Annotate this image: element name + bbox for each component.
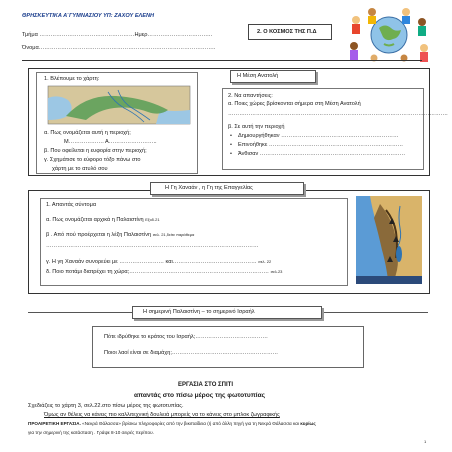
- middle-east-tab: [230, 70, 316, 83]
- israel-founded-question: Πότε ιδρύθηκε το κράτος του Ισραήλ;…………………………………: [104, 334, 268, 340]
- canaan-q-b-answer-line: ……………………………………………………………………………………………………: [46, 243, 259, 249]
- canaan-q-d-text: δ. Ποιο ποτάμι διατρέχει τη χώρα;…………………………………………………………………: [46, 269, 270, 275]
- canaan-q-b: [46, 232, 194, 239]
- q2-title: 2. Να απαντήσεις:: [228, 93, 273, 99]
- canaan-q-c: [46, 259, 271, 266]
- children-globe-illustration: [344, 6, 434, 64]
- q2-b-item-1-text: Δημιουργήθηκαν ………………………………………………………: [237, 133, 399, 139]
- q2-b-item-3-text: Άνθισαν ……………………………………………………………………: [237, 151, 406, 157]
- q1-c: γ. Σχημάτισε το εύφορο τόξο πάνω στο: [44, 157, 141, 163]
- q1-c-continued: χάρτη με το ατυλό σου: [52, 166, 108, 172]
- q1-title: 1. Βλέπουμε το χάρτη:: [44, 76, 100, 82]
- q1-b: β. Που οφείλεται η ευφορία στην περιοχή;: [44, 148, 147, 154]
- q2-b-item-3: [230, 151, 405, 158]
- q1-a-answer-line: Μ………………. Α……………………..: [64, 139, 157, 145]
- homework-line-3: [28, 421, 316, 427]
- header-divider: [22, 60, 422, 61]
- canaan-relief-map: [356, 196, 422, 284]
- canaan-q-b-text: β . Από πού προέρχεται η λέξη Παλαιστίνη: [46, 232, 152, 238]
- page-number: 1: [424, 439, 427, 444]
- q2-b-item-2: [230, 142, 403, 149]
- modern-palestine-tab-label: Η σημερινή Παλαιστίνη – το σημερινό Ισραήλ: [143, 309, 255, 315]
- optional-task-label: ΠΡΟΑΙΡΕΤΙΚΗ ΕΡΓΑΣΙΑ.: [28, 421, 81, 426]
- class-date-line: Τμήμα ……………………………………………Ημερ……………………………..: [22, 32, 213, 38]
- canaan-q-b-ref: σελ. 21,δείτε παράθεμα: [152, 232, 195, 237]
- canaan-tab-label: Η Γη Χαναάν , η Γη της Επαγγελίας: [165, 185, 253, 191]
- q2-a-answer-line: ……………………………………………………………………………………………………….: [228, 111, 448, 117]
- homework-line-4: για την σημερινή της κατάσταση . Γράψε 8-10 σειρές περίπου.: [28, 430, 154, 435]
- canaan-tab: [150, 182, 304, 195]
- homework-line-1: Σχεδιάζεις το χάρτη 3, σελ.22.στο πίσω μέρος της φωτοτυπίας.: [28, 403, 184, 409]
- homework-subtitle: απαντάς στο πίσω μέρος της φωτοτυπίας: [134, 392, 266, 399]
- canaan-q-a-text: α. Πως ονομάζεται αρχικά η Παλαιστίνη: [46, 217, 144, 223]
- optional-task-emphasis: κυρίως: [300, 421, 316, 426]
- modern-palestine-box: [92, 326, 364, 368]
- modern-palestine-tab: [132, 306, 322, 319]
- q1-a: α. Πως ονομάζεται αυτή η περιοχή;: [44, 130, 131, 136]
- homework-line-2: Όμως αν θέλεις να κάνεις πιο καλλιτεχνική δουλειά μπορείς να το κάνεις στο μπλοκ ζωγραφικής: [44, 412, 280, 418]
- canaan-q-c-ref: σελ. 22: [258, 259, 272, 264]
- conflict-peoples-question: Ποιοι λαοί είναι σε διαμάχη;…………………………………………………: [104, 350, 279, 356]
- middle-east-map: [48, 86, 190, 124]
- canaan-q-a: [46, 217, 160, 224]
- canaan-q-d-ref: σελ.23: [270, 269, 283, 274]
- q2-b-item-1: [230, 133, 399, 140]
- optional-task-text: «Νεκρά Θάλασσα» βρίσκω πληροφορίες από την βικιπαίδεια (ή από άλλη πηγή για τη Νεκρά Θάλασσα και: [80, 421, 299, 426]
- canaan-q-d: [46, 269, 282, 276]
- q2-b-item-2-text: Επινοήθηκε ………………………………………………………………: [237, 142, 404, 148]
- q2-a: α. Ποιες χώρες βρίσκονται σήμερα στη Μέση Ανατολή: [228, 101, 361, 107]
- canaan-q-c-text: γ. Η γη Χαναάν συνορεύει με …………………… και………………………………………: [46, 259, 257, 265]
- unit-title-box: [248, 24, 332, 40]
- canaan-q-a-ref: Εξοδ.21: [145, 217, 160, 222]
- q2-b: β. Σε αυτή την περιοχή: [228, 124, 285, 130]
- homework-title: ΕΡΓΑΣΙΑ ΣΤΟ ΣΠΙΤΙ: [178, 382, 233, 388]
- school-header: ΘΡΗΣΚΕΥΤΙΚΑ Α΄ΓΥΜΝΑΣΙΟΥ ΥΠ: ΖΑΧΟΥ ΕΛΕΝΗ: [22, 13, 155, 19]
- name-line: Όνομα…………………………………………………………………………………..: [22, 45, 216, 51]
- middle-east-tab-label: Η Μέση Ανατολή: [237, 73, 279, 79]
- unit-title: 2. Ο ΚΟΣΜΟΣ ΤΗΣ Π.Δ: [257, 29, 317, 35]
- canaan-title: 1. Απαντάς σύντομα: [46, 202, 97, 208]
